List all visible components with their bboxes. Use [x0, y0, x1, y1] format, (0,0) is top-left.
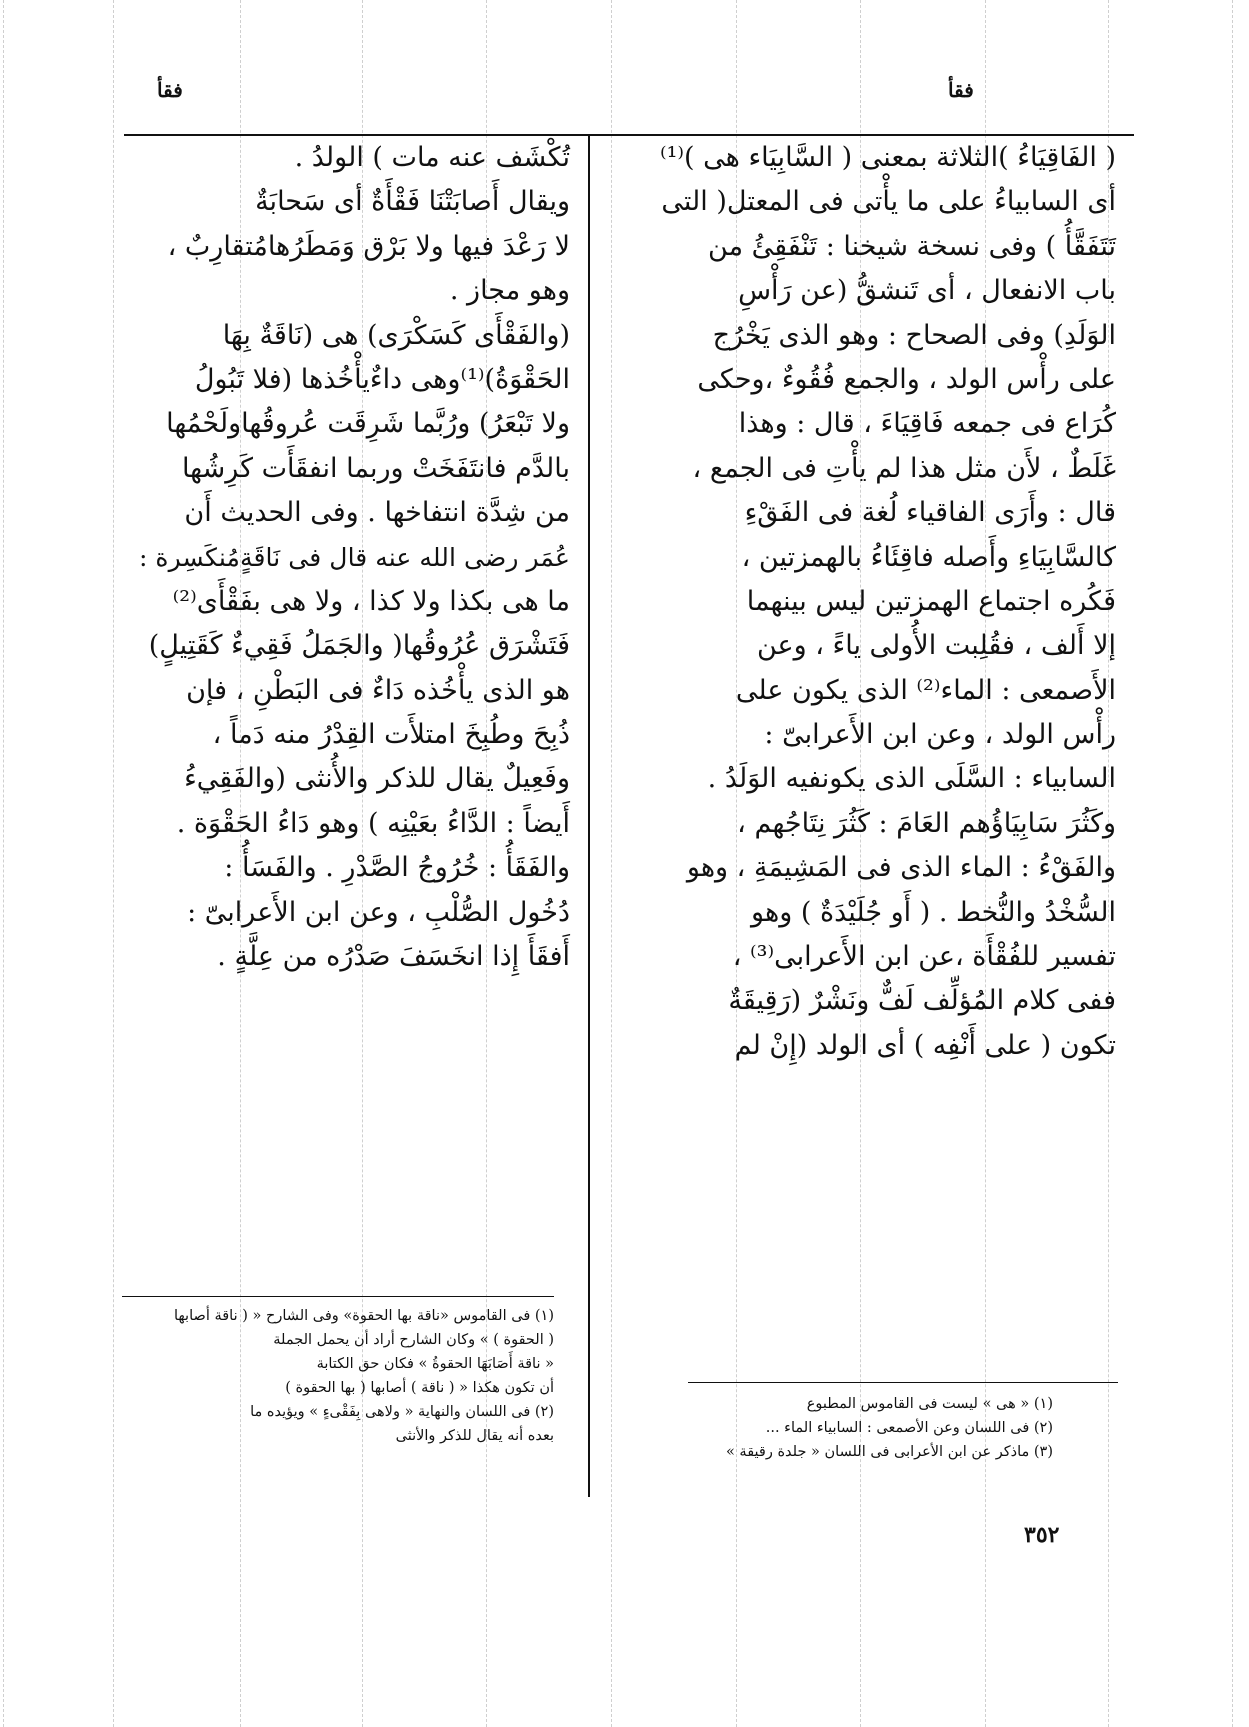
running-header-right: فقأ [948, 78, 974, 102]
text-line: هو الذى يأْخُذه دَاءٌ فى البَطْنِ ، فإن [186, 674, 570, 706]
text-line: أَيضاً : الدَّاءُ بعَيْنِه ) وهو دَاءُ الحَقْوَة . [176, 807, 570, 839]
footnote: (١) فى القاموس «ناقة بها الحقوة» وفى الشارح « ( ناقة أصابها [173, 1308, 554, 1324]
column-divider [588, 134, 590, 1497]
text-line: باب الانفعال ، أى تَنشقُّ (عن رَأْسِ [738, 275, 1116, 307]
scan-guide-line [3, 0, 4, 1727]
text-line: أى السابياءُ على ما يأْتى فى المعتل( التى [661, 186, 1116, 218]
text-line: بالدَّم فانتَفَخَتْ وربما انفقَأَت كَرِشُها [181, 452, 570, 484]
text-line: وهو مجاز . [449, 275, 570, 307]
footnote: « ناقة أَصَابَهَا الحقوةُ » فكان حق الكتابة [316, 1356, 554, 1372]
text-line: والفَقَأُ : خُرُوجُ الصَّدْرِ . والفَسَأُ : [224, 852, 570, 884]
text-line: ولا تَبْعَرُ) ورُبَّما شَرِقَت عُروقُهاولَحْمُها [166, 408, 570, 440]
scan-guide-line [611, 0, 612, 1727]
text-line: تكون ( على أَنْفِه ) أى الولد (إِنْ لم [734, 1029, 1116, 1061]
footnote: بعده أنه يقال للذكر والأنثى [395, 1428, 554, 1444]
text-line: (والفَقْأَى كَسَكْرَى) هى (نَاقَةٌ بِهَا [222, 319, 570, 351]
footnotes-right [693, 1392, 1053, 1464]
footnotes-left [128, 1304, 554, 1448]
text-line: والفَقْءُ : الماء الذى فى المَشِيمَةِ ، وهو [686, 852, 1116, 884]
running-header-left: فقأ [157, 78, 183, 102]
footnote: ( الحقوة ) » وكان الشارح أراد أن يحمل الجملة [273, 1332, 554, 1348]
footnote: أن تكون هكذا « ( ناقة ) أصابها ( بها الحقوة ) [285, 1380, 554, 1396]
text-line: السابياء : السَّلَى الذى يكونفيه الوَلَدُ . [707, 763, 1116, 795]
footnote: (١) « هى » ليست فى القاموس المطبوع [806, 1396, 1053, 1412]
text-line: الوَلَدِ) وفى الصحاح : وهو الذى يَخْرُج [712, 319, 1116, 351]
text-line: الحَقْوَةُ)⁽¹⁾وهى داءٌيأْخُذها (فلا تَبُولُ [194, 363, 570, 395]
text-line: كُرَاع فى جمعه فَاقِيَاءَ ، قال : وهذا [738, 408, 1116, 440]
text-line: ما هى بكذا ولا كذا ، ولا هى بفَقْأَى⁽²⁾ [172, 585, 570, 617]
text-line: ويقال أَصابَتْنَا فَقْأَةٌ أى سَحابَةٌ [255, 186, 570, 218]
text-line: تُكْشَف عنه مات ) الولدُ . [294, 142, 570, 173]
text-line: فَكُره اجتماع الهمزتين ليس بينهما [746, 585, 1116, 617]
left-column [130, 136, 570, 979]
text-line: رأْس الولد ، وعن ابن الأَعرابىّ : [764, 719, 1116, 751]
text-line: ( الفَاقِيَاءُ )الثلاثة بمعنى ( السَّابِيَاء هى )⁽¹⁾ [659, 142, 1116, 173]
text-line: وكَثُرَ سَابِيَاؤُهم العَامَ : كَثُرَ نِتَاجُهم ، [737, 807, 1116, 839]
text-line: وفَعِيلٌ يقال للذكر والأُنثى (والفَقِيءُ [184, 763, 570, 795]
text-line: أَفقَأَ إِذا انخَسَفَ صَدْرُه من عِلَّةٍ . [217, 941, 570, 973]
text-line: السُّخْدُ والنُّخط . ( أَو جُلَيْدَةٌ ) وهو [751, 896, 1116, 928]
text-line: عُمَر رضى الله عنه قال فى نَاقَةٍمُنكَسِرة : [138, 542, 570, 572]
footnote: (٢) فى اللسان وعن الأصمعى : السابياء الماء ... [765, 1420, 1053, 1436]
text-line: دُخُول الصُّلْبِ ، وعن ابن الأَعرابىّ : [187, 896, 570, 928]
text-line: لا رَعْدَ فيها ولا بَرْق وَمَطَرُهامُتقارِبٌ ، [167, 230, 570, 262]
text-line: غَلَطٌ ، لأَن مثل هذا لم يأْتِ فى الجمع ، [692, 452, 1116, 484]
text-line: تفسير للفُقْأَة ،عن ابن الأَعرابى⁽³⁾ ، [732, 941, 1116, 973]
scan-guide-line [113, 0, 114, 1727]
text-line: قال : وأَرَى الفاقياء لُغة فى الفَقْءِ [744, 497, 1116, 529]
footnote-rule-left [122, 1296, 554, 1297]
text-line: فَتَشْرَق عُرُوقُها( والجَمَلُ فَقِيءٌ كَقَتِيلٍ) [148, 630, 570, 662]
text-line: الأَصمعى : الماء⁽²⁾ الذى يكون على [735, 674, 1116, 706]
text-line: ذُبِحَ وطُبِخَ امتلأَت القِدْرُ منه دَماً ، [212, 719, 570, 751]
page-number: ٣٥٢ [1024, 1522, 1060, 1548]
footnote: (٢) فى اللسان والنهاية « ولاهى بِفَقْىءٍ » ويؤيده ما [250, 1404, 554, 1420]
text-line: تَتَفَقَّأُ ) وفى نسخة شيخنا : تَنْفَقِئُ من [708, 230, 1116, 262]
footnote: (٣) ماذكر عن ابن الأعرابى فى اللسان « جلدة رقيقة » [725, 1444, 1053, 1460]
footnote-rule-right [688, 1382, 1118, 1383]
text-line: على رأْس الولد ، والجمع فُقُوءٌ ،وحكى [697, 363, 1116, 395]
text-line: من شِدَّة انتفاخها . وفى الحديث أَن [184, 497, 570, 529]
text-line: إلا أَلف ، فقُلِبت الأُولى ياءً ، وعن [756, 630, 1116, 662]
text-line: ففى كلام المُؤلِّف لَفٌّ ونَشْرٌ (رَقِيقَةٌ [728, 985, 1116, 1017]
right-column [624, 136, 1116, 1068]
scan-guide-line [1232, 0, 1233, 1727]
text-line: كالسَّابِيَاءِ وأَصله فاقِئَاءُ بالهمزتين ، [741, 541, 1116, 573]
